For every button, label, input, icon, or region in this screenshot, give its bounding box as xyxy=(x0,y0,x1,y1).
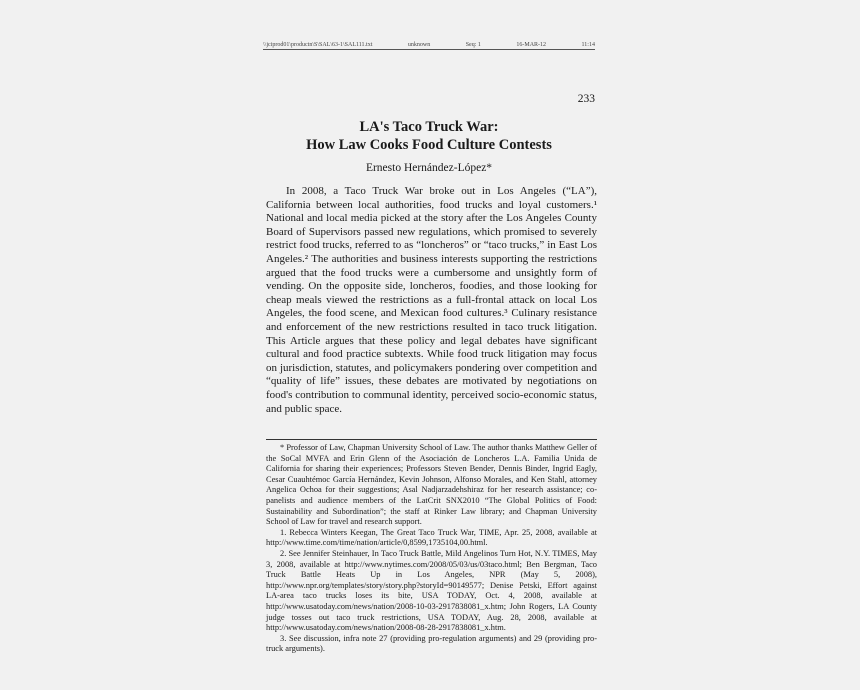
article-body xyxy=(266,185,597,416)
footnote-divider xyxy=(266,439,597,440)
print-header xyxy=(263,42,595,50)
title-line-1: LA's Taco Truck War: xyxy=(359,119,499,135)
page-number: 233 xyxy=(577,93,595,105)
header-seq: Seq: 1 xyxy=(465,42,481,48)
footnote-author: * Professor of Law, Chapman University School of Law. The author thanks Matthew Geller of the SoCal MVFA and Erin Glenn of the Asociación de Loncheros L.A. Familia Unida de California for sharing their experiences; Professors Steven Bender, Dennis Binder, Ingrid Eagly, Cesar Cuauhtémoc García Hernández, Kevin Johnson, Alfonso Morales, and Ken Stahl, attorney Angelica Ochoa for their suggestions; Asal Nadjarzadehshiraz for her research assistance; co-panelists and audience members of the LatCrit SNX2010 “The Global Politics of Food: Sustainability and Subordination”; the staff at Rinker Law library; and Chapman University School of Law for travel and research support. xyxy=(266,443,597,527)
header-status: unknown xyxy=(407,42,431,48)
footnote-1: 1. Rebecca Winters Keegan, The Great Taco Truck War, TIME, Apr. 25, 2008, available at http://www.time.com/time/nation/article/0,8599,1735104,00.html. xyxy=(266,527,597,548)
header-date: 16-MAR-12 xyxy=(516,42,547,48)
footnotes xyxy=(266,443,597,655)
body-paragraph: In 2008, a Taco Truck War broke out in Los Angeles (“LA”), California between local authorities, food trucks and loyal customers.¹ National and local media picked at the story after the Los Angeles County Board of Supervisors passed new regulations, which promised to severely restrict food trucks, referred to as “loncheros” or “taco trucks,” in East Los Angeles.² The authorities and business interests supporting the restrictions argued that the food trucks were a cumbersome and unsightly form of vending. On the opposite side, loncheros, foodies, and those looking for cheap meals viewed the restrictions as a full-frontal attack on local Los Angeles, the food scene, and Mexican food cultures.³ Culinary resistance and enforcement of the new restrictions resulted in taco truck litigation. This Article argues that these policy and legal debates have significant cultural and food practice subtexts. While food truck litigation may focus on jurisdiction, statutes, and policymakers pondering over competition and “quality of life” issues, these debates are motivated by negotiations on food's contribution to communal identity, perceived socio-economic status, and public space. xyxy=(266,185,597,415)
footnote-3: 3. See discussion, infra note 27 (providing pro-regulation arguments) and 29 (providing pro-truck arguments). xyxy=(266,633,597,654)
author-name: Ernesto Hernández-López* xyxy=(365,162,493,174)
footnote-2: 2. See Jennifer Steinhauer, In Taco Truck Battle, Mild Angelinos Turn Hot, N.Y. TIMES, May 3, 2008, available at http://www.nytimes.com/2008/05/03/us/03taco.html; Ben Bergman, Taco Truck Battle Heats Up in Los Angeles, NPR (May 5, 2008), http://www.npr.org/templates/story/story.php?storyId=90149577; Denise Petski, Effort against LA-area taco trucks loses its bite, USA TODAY, Oct. 4, 2008, available at http://www.usatoday.com/news/nation/2008-10-03-2917838081_x.htm; John Rogers, LA County judge tosses out taco truck restrictions, USA TODAY, Aug. 28, 2008, available at http://www.usatoday.com/news/nation/2008-08-28-2917838081_x.htm. xyxy=(266,548,597,633)
header-path: \\jciprod01\productn\S\SAL\63-1\SAL111.txt xyxy=(263,42,373,48)
article-title xyxy=(263,118,595,154)
header-time: 11:14 xyxy=(581,42,595,48)
title-line-2: How Law Cooks Food Culture Contests xyxy=(306,137,552,153)
